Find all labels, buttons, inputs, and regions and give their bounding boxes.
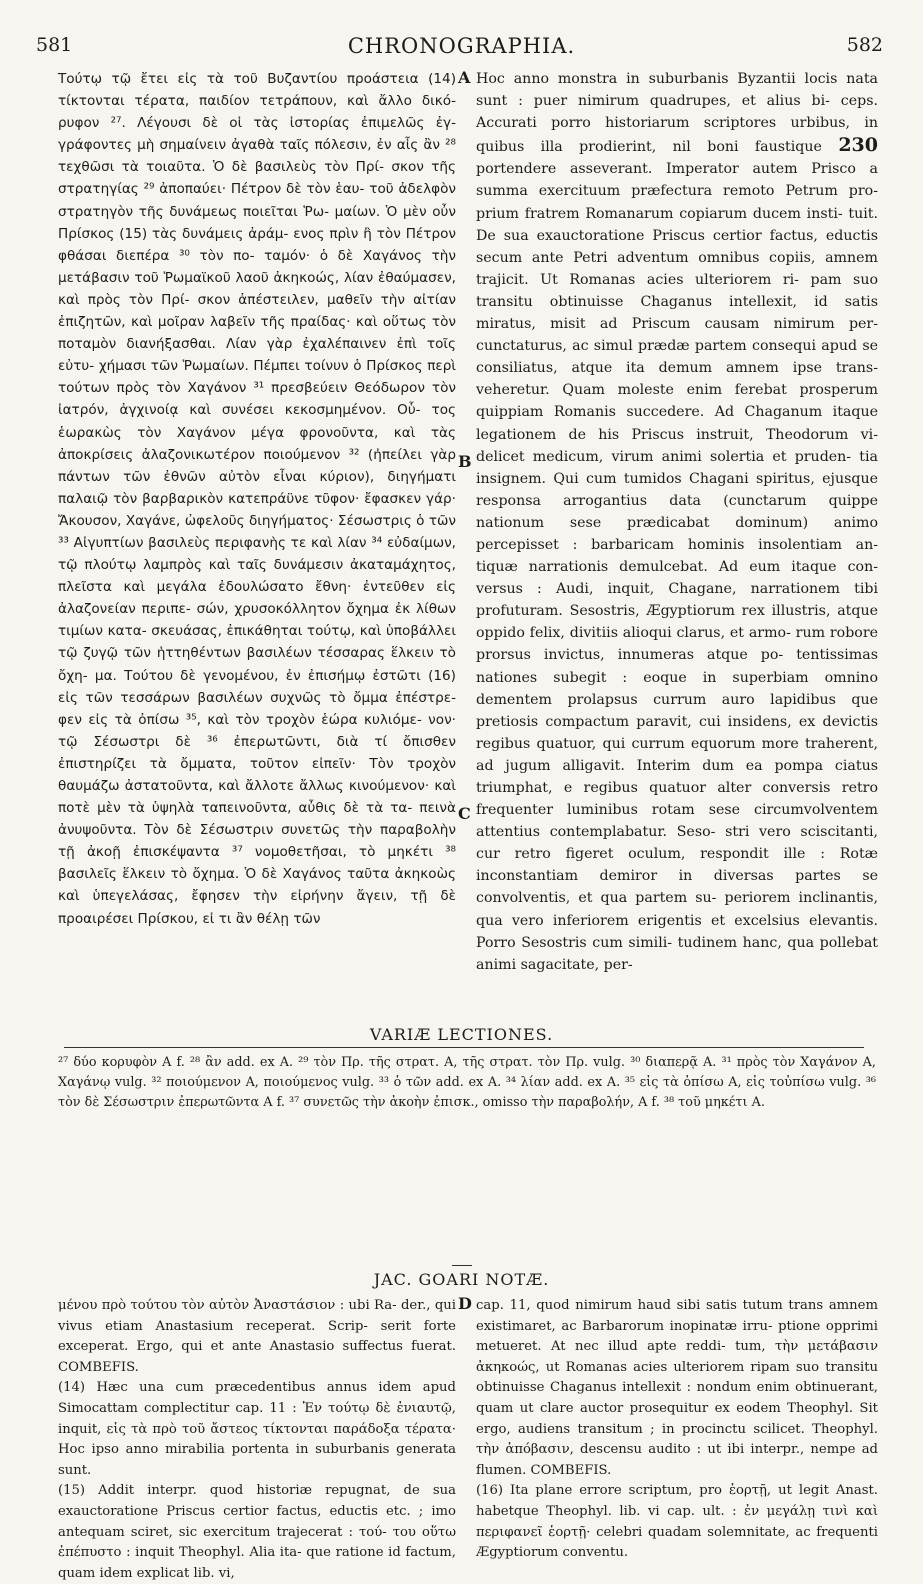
notes-right-column — [476, 1296, 878, 1564]
note-paragraph: μένου πρὸ τούτου τὸν αὐτὸν Ἀναστάσιον : ubi Ra- der., qui vivus etiam Anastasium receperat. Scrip- serit forte exceperat. Ergo, qui et ante Anastasio suffectus fuerat. COMBEFIS. — [58, 1298, 456, 1375]
running-title: CHRONOGRAPHIA. — [347, 34, 576, 58]
margin-letter-c: C — [458, 804, 471, 823]
latin-text-part-2: portendere asseverant. Imperator autem Prisco a summa exercituum præfectura remoto Petrum pro- prium fratrem Romanarum copiarum ducem insti- tuit. De sua exauctoratione Priscus certior factus, eductis secum ante Petri adventum omnibus copiis, amnem trajicit. Ut Romanas acies ulteriorem ri- pam suo transitu obtinuisse Chaganus intellexit, id satis miratus, misit ad Priscum causam nimirum per- cunctaturus, ac simul prædæ partem consequi apud se consiliatus, atque ita demum amnem ipse trans- veheretur. Quam moleste enim ferebat prosperum quippiam Romanis succedere. Ad Chaganum itaque legationem de his Priscus instruit, Theodorum vi- delicet medicum, virum animi solertia et pruden- tia insignem. Qui cum tumidos Chagani spiritus, ejusque responsa arrogantius data (cunctarum quippe nationum sese prædicabat dominum) animo percepisset : barbaricam hominis insolentiam an- tiquæ narrationis demulcebat. Ad eum itaque con- versus : Audi, inquit, Chagane, narrationem tibi profuturam. Sesostris, Ægyptiorum rex illustris, atque oppido felix, divitiis alioqui clarus, et armo- rum robore prorsus invictus, innumeras atque po- tentissimas nationes subegit : eoque in superbiam omnino dementem prolapsus currum auro lapidibus que pretiosis compactum paravit, cui insidens, ex devictis regibus quatuor, qui currum equorum more traherent, ad jugum alligavit. Interim dum ea pompa ciatus triumphat, e regibus quatuor alter conversis retro frequenter luminibus rotam sese circumvolventem attentius contemplabatur. Seso- stri vero sciscitanti, cur retro figeret oculum, respondit ille : Rotæ inconstantiam demiror in diversas partes se convolventis, et qua partem su- periorem inclinantis, qua vero inferiorem erigentis et excelsius elevantis. Porro Sesostris cum simili- tudinem hanc, qua pollebat animi sagacitate, per- — [476, 161, 878, 973]
greek-paragraph: Τούτῳ τῷ ἔτει εἰς τὰ τοῦ Βυζαντίου προάστεια (14) τίκτονται τέρατα, παιδίον τετράπουν, καὶ ἄλλο δικό- ρυφον ²⁷. Λέγουσι δὲ οἱ τὰς ἱστορίας ἐπιμελῶς ἐγ- γράφοντες μὴ σημαίνειν ἀγαθὰ ταῖς πόλεσιν, ἐν αἷς ἂν ²⁸ τεχθῶσι τὰ τοιαῦτα. Ὁ δὲ βασιλεὺς τὸν Πρί- σκον τῆς στρατηγίας ²⁹ ἀποπαύει· Πέτρον δὲ τὸν ἑαυ- τοῦ ἀδελφὸν στρατηγὸν τῆς δυνάμεως ποιεῖται Ῥω- μαίων. Ὁ μὲν οὖν Πρίσκος (15) τὰς δυνάμεις ἀράμ- ενος πρὶν ἢ τὸν Πέτρον φθάσαι διεπέρα ³⁰ τὸν πο- ταμόν· ὁ δὲ Χαγάνος τὴν μετάβασιν τοῦ Ῥωμαϊκοῦ λαοῦ ἀκηκοώς, λίαν ἐθαύμασεν, καὶ πρὸς τὸν Πρί- σκον ἀπέστειλεν, μαθεῖν τὴν αἰτίαν ἐπιζητῶν, καὶ μοῖραν λαβεῖν τῆς πραίδας· καὶ οὕτως τὸν ποταμὸν διανήξασθαι. Λίαν γὰρ ἐχαλέπαινεν ἐπὶ τοῖς εὐτυ- χήμασι τῶν Ῥωμαίων. Πέμπει τοίνυν ὁ Πρίσκος περὶ τούτων πρὸς τὸν Χαγάνον ³¹ πρεσβεύειν Θεόδωρον τὸν ἰατρόν, ἀγχινοίᾳ καὶ συνέσει κεκοσμημένον. Οὗ- τος ἑωρακὼς τὸν Χαγάνον μέγα φρονοῦντα, καὶ τὰς ἀποκρίσεις ἀλαζονικωτέρον ποιούμενον ³² (ἠπείλει γὰρ πάντων τῶν ἐθνῶν αὐτὸν εἶναι κύριον), διηγήματι παλαιῷ τὸν βαρβαρικὸν κατεπράϋνε τῦφον· ἔφασκεν γάρ· Ἄκουσον, Χαγάνε, ὠφελοῦς διηγήματος· Σέσωστρις ὁ τῶν ³³ Αἰγυπτίων βασιλεὺς περιφανὴς τε καὶ λίαν ³⁴ εὐδαίμων, τῷ πλούτῳ λαμπρὸς καὶ ταῖς δυνάμεσιν ἀκαταμάχητος, πλεῖστα καὶ μεγάλα ἐδουλώσατο ἔθνη· ἐντεῦθεν εἰς ἀλαζονείαν περιπε- σών, χρυσοκόλλητον ὄχημα ἐκ λίθων τιμίων κατα- σκευάσας, ἐπικάθηται τούτῳ, καὶ ὑποβάλλει τῷ ζυγῷ τῶν ἡττηθέντων βασιλέων τέσσαρας ἕλκειν τὸ ὄχη- μα. Τούτου δὲ γενομένου, ἐν ἐπισήμῳ ἐστῶτι (16) εἰς τῶν τεσσάρων βασιλέων συχνῶς τὸ ὄμμα ἐπέστρε- φεν εἰς τὰ ὀπίσω ³⁵, καὶ τὸν τροχὸν ἑώρα κυλιόμε- νον· τῷ Σέσωστρι δὲ ³⁶ ἐπερωτῶντι, διὰ τί ὄπισθεν ἐπιστηρίζει τὰ ὄμματα, τοῦτον εἰπεῖν· Τὸν τροχὸν θαυμάζω ἀστατοῦντα, καὶ ἄλλοτε ἄλλως κινούμενον· καὶ ποτὲ μὲν τὰ ὑψηλὰ ταπεινοῦντα, αὖθις δὲ τὰ τα- πεινὰ ἀνυψοῦντα. Τὸν δὲ Σέσωστριν συνετῶς τὴν παραβολὴν τῇ ἀκοῇ ἐπισκέψαντα ³⁷ νομοθετῆσαι, τὸ μηκέτι ³⁸ βασιλεῖς ἕλκειν τὸ ὄχημα. Ὁ δὲ Χαγάνος ταῦτα ἀκηκοὼς καὶ ὑπεγελάσας, ἔφησεν τὴν εἰρήνην ἄγειν, τῇ δὲ προαιρέσει Πρίσκου, εἰ τι ἂν θέλῃ τῶν — [58, 71, 456, 927]
margin-letter-d: D — [458, 1294, 472, 1313]
left-page-number: 581 — [36, 34, 73, 56]
variae-lectiones-heading: VARIÆ LECTIONES. — [369, 1025, 554, 1044]
margin-letter-a: A — [458, 68, 471, 87]
latin-text-part-1: Hoc anno monstra in suburbanis Byzantii locis nata sunt : puer nimirum quadrupes, et alius bi- ceps. Accurati porro historiarum scriptores urbibus, in quibus illa prodierint, nil boni faustique — [476, 71, 878, 156]
notes-left-column — [58, 1296, 456, 1584]
notes-heading: JAC. GOARI NOTÆ. — [373, 1270, 550, 1289]
marginal-page-number: 230 — [838, 134, 878, 157]
note-paragraph: (15) Addit interpr. quod historiæ repugnat, de sua exauctoratione Priscus certior factus, eductis etc. ; imo antequam sciret, sic exercitum trajecerat : τού- του οὕτω ἐπέπυστο : inquit Theophyl. Alia ita- que ratione id factum, quam idem explicat lib. vi, — [58, 1483, 456, 1581]
variae-lectiones-block — [58, 1053, 876, 1113]
variae-lectiones-text: ²⁷ δύο κορυφὸν A f. ²⁸ ἂν add. ex A. ²⁹ τὸν Πρ. τῆς στρατ. A, τῆς στρατ. τὸν Πρ. vulg. ³⁰ διαπερᾷ A. ³¹ πρὸς τὸν Χαγάνον A, Χαγάνῳ vulg. ³² ποιούμενον A, ποιούμενος vulg. ³³ ὁ τῶν add. ex A. ³⁴ λίαν add. ex A. ³⁵ εἰς τὰ ὀπίσω A, εἰς τοὐπίσω vulg. ³⁶ τὸν δὲ Σέσωστριν ἐπερωτῶντα A f. ³⁷ συνετῶς τὴν ἀκοὴν ἐπισκ., omisso τὴν παραβολήν, A f. ³⁸ τοῦ μηκέτι A. — [58, 1055, 876, 1110]
running-header — [0, 34, 923, 64]
note-paragraph: (14) Hæc una cum præcedentibus annus idem apud Simocattam complectitur cap. 11 : Ἐν τούτῳ δὲ ἐνιαυτῷ, inquit, εἰς τὰ πρὸ τοῦ ἄστεος τίκτονται παράδοξα τέρατα· Hoc ipso anno mirabilia portenta in suburbanis generata sunt. — [58, 1380, 456, 1478]
note-paragraph: cap. 11, quod nimirum haud sibi satis tutum trans amnem existimaret, ac Barbarorum inopinatæ irru- ptione opprimi metueret. At nec illud apte reddi- tum, τὴν μετάβασιν ἀκηκοώς, ut Romanas acies ulteriorem ripam suo transitu obtinuisse Chaganus intellexit : nondum enim obtinuerant, quam ut clare auctor prosequitur ex eodem Theophyl. Sit ergo, audiens transitum ; in procinctu scilicet. Theophyl. τὴν ἀπόβασιν, descensu audito : ut ibi interpr., nempe ad flumen. COMBEFIS. — [476, 1298, 878, 1478]
note-paragraph: (16) Ita plane errore scriptum, pro ἑορτῇ, ut legit Anast. habetque Theophyl. lib. vi cap. ult. : ἐν μεγάλῃ τινὶ καὶ περιφανεῖ ἑορτῇ· celebri quadam solemnitate, ac frequenti Ægyptiorum conventu. — [476, 1483, 878, 1561]
section-divider — [64, 1047, 864, 1048]
latin-paragraph — [476, 68, 878, 976]
greek-text-column — [58, 68, 456, 930]
margin-letter-b: B — [458, 452, 472, 471]
section-mark — [452, 1265, 472, 1266]
latin-text-column — [476, 68, 878, 976]
right-page-number: 582 — [846, 34, 883, 56]
